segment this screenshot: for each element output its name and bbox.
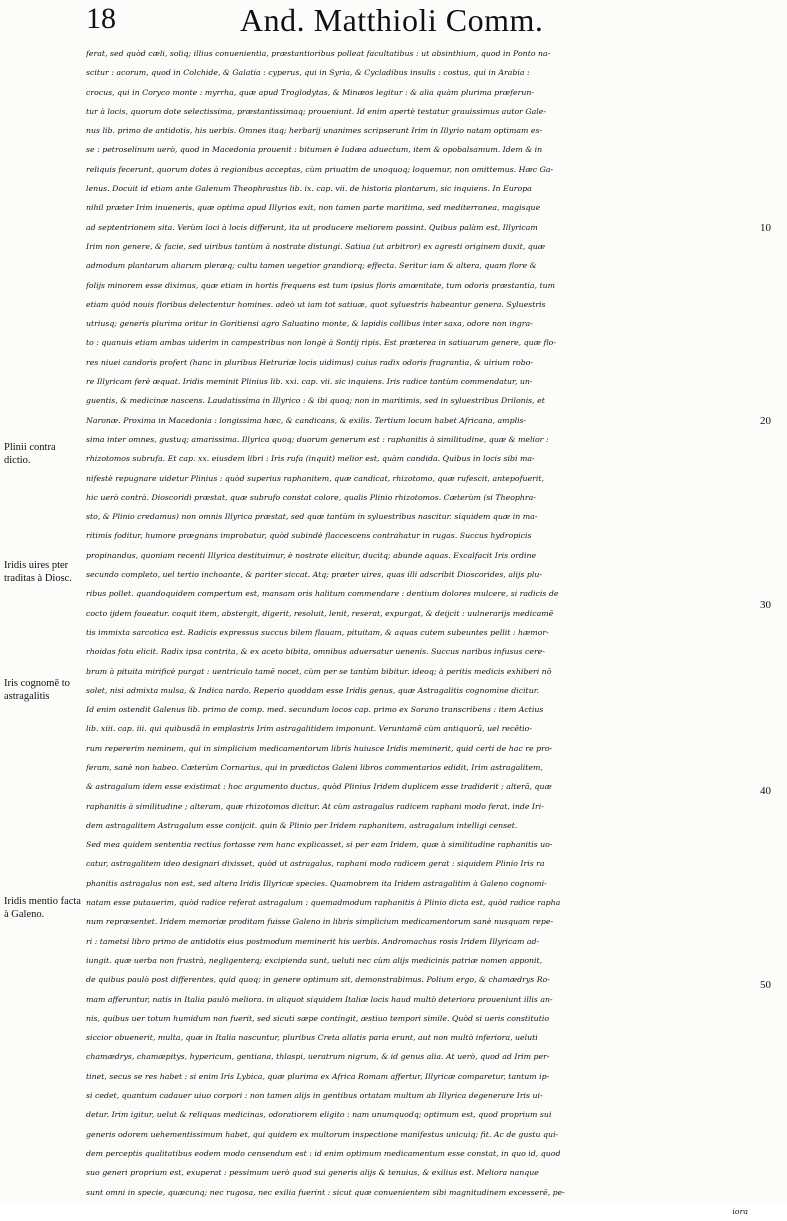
text-line: folijs minorem esse diximus, quæ etiam in hortis frequens est tum ipsius floris amœnitate, tum odoris præstantia, tum: [86, 280, 556, 290]
text-line: re Illyricam ferè æquat. Iridis meminit Plinius lib. xxi. cap. vii. sic inquiens. Iris radice tantùm commendatur, un-: [86, 377, 533, 387]
text-line: nis, quibus uer totum humidum non fuerit, sed sicuti sæpe contingit, æstiuo tempori simile. Quòd si ueris constitutio: [86, 1013, 550, 1023]
text-line: sima inter omnes, gustuq; amarissima. Illyrica quoq; duorum generum est : raphanitis à similitudine, quæ & melior :: [86, 434, 549, 444]
line-number-40: 40: [760, 785, 771, 797]
text-line: catur, astragalitem ideo designari dixisset, quòd ut astragalus, raphani modo radicem gerat : siquidem Plinio Iris ra: [86, 859, 545, 869]
text-line: & astragalum idem esse existimat : hoc argumento ductus, quòd Plinius Iridem duplicem esse tradiderit ; alterā, quæ: [86, 782, 552, 792]
text-line: tis immixta sarcotica est. Radicis expressus succus bilem flauam, pituitam, & aquas cutem subeuntes pellit : hæmor-: [86, 627, 549, 637]
text-line: cocto ijdem foueatur. coquit item, abstergit, digerit, resoluit, lenit, reserat, expurgat, & deijcit : uulnerarijs medicamē: [86, 608, 554, 618]
marginal-note-galeno: Iridis mentio facta à Galeno.: [4, 896, 81, 920]
marginal-note-astragalitis: Iris cognomē to astragalitis: [4, 678, 70, 702]
marginal-note-plinii: Plinii contra dictio.: [4, 442, 56, 466]
text-line: siccior obuenerit, multa, quæ in Italia nascuntur, pluribus Creta allatis paria erunt, aut non multò inferiora, ueluti: [86, 1033, 538, 1043]
line-number-10: 10: [760, 222, 771, 234]
text-line: dem astragalitem Astragalum esse conijcit. quin & Plinio per Iridem raphanitem, astragalum intelligi censet.: [86, 820, 518, 830]
text-line: feram, sanè non habeo. Cæterùm Cornarius, qui in prædictos Galeni libros commentarios edidit, Irim astragalitem,: [86, 762, 543, 772]
text-line: to : quanuis etiam ambas uiderim in campestribus non longè à Sontij ripis. Est præterea in satiuarum genere, quæ flo-: [86, 338, 556, 348]
text-line: sto, & Plinio credamus) non omnis Illyrica præstat, sed quæ tantùm in syluestribus nascitur. siquidem quæ in ma-: [86, 512, 538, 522]
text-line: natam esse putauerim, quòd radice referat astragalum : quemadmodum raphanitis à Plinio dicta est, quòd radice rapha: [86, 898, 561, 908]
text-line: iungit. quæ uerba non frustrà, negligenterq; excipienda sunt, ueluti nec cùm alijs medicinis patriæ nomen apponit,: [86, 955, 543, 965]
text-line: chamædrys, chamæpitys, hypericum, gentiana, thlaspi, ueratrum nigrum, & id genus alia. At uerò, quod ad Irim per-: [86, 1052, 550, 1062]
text-line: sunt omni in specie, quæcunq; nec rugosa, nec exilia fuerint : sicut quæ conuenientem sibi magnitudinem excesserē, pe-: [86, 1187, 565, 1197]
text-line: iora: [732, 1206, 748, 1216]
text-line: rhizotomos subrufa. Et cap. xx. eiusdem libri : Iris rufa (inquit) melior est, quàm candida. Quibus in locis sibi ma-: [86, 454, 535, 464]
text-line: scitur : acorum, quod in Colchide, & Galatia : cyperus, qui in Syria, & Cycladibus insulis : costus, qui in Arabia :: [86, 68, 530, 78]
text-line: rum repererim neminem, qui in simplicium medicamentorum libris huiusce Iridis meminerit, quid certi de hac re pro-: [86, 743, 553, 753]
line-number-20: 20: [760, 415, 771, 427]
text-line: detur. Irim igitur, uelut & reliquas medicinas, odoratiorem eligito : nam unumquodq; optimum est, quod proprium sui: [86, 1110, 552, 1120]
text-line: crocus, qui in Coryco monte : myrrha, quæ apud Troglodytas, & Minæos legitur : & alia quàm plurima præferun-: [86, 87, 535, 97]
text-line: phanitis astragalus non est, sed altera Iridis Illyricæ species. Quamobrem ita Iridem astragalitim à Galeno cognomi-: [86, 878, 547, 888]
text-line: ritimis foditur, humore prægnans improbatur, quòd subindè flaccescens contrahatur in rugas. Succus hydropicis: [86, 531, 532, 541]
text-line: num repræsentet. Iridem memoriæ proditam fuisse Galeno in libris simplicium medicamentorum sanè nusquam repe-: [86, 917, 554, 927]
text-line: mam afferuntur, natis in Italia paulò meliora. in aliquot siquidem Italiæ locis haud multò deteriora proueniunt illis an-: [86, 994, 553, 1004]
text-line: ribus pollet. quandoquidem compertum est, mansam oris halitum commendare : dentium dolores mulcere, si radicis de: [86, 589, 559, 599]
text-line: ad septentrionem sita. Verùm loci à locis differunt, ita ut producere meliorem possint. Quibus palàm est, Illyricam: [86, 222, 538, 232]
text-line: dem perceptis qualitatibus eodem modo censendum est : id enim optimum medicamentum esse constat, in quo id, quod: [86, 1148, 561, 1158]
text-line: reliquis fecerunt, quorum dotes à regionibus acceptas, cùm priuatim de unoquoq; loquemur, non omittemus. Hæc Ga-: [86, 164, 554, 174]
text-line: tur à locis, quorum dote selectissima, præstantissimaq; proueniunt. Id enim apertè testatur grauissimus autor Gale-: [86, 106, 546, 116]
text-line: guentis, & medicinæ nascens. Laudatissima in Illyrico : & ibi quoq; non in maritimis, sed in syluestribus Drilonis, et: [86, 396, 545, 406]
text-line: propinandus, quoniam recenti Illyrica destituimur, è nostrate elicitur, ducitq; abunde aquas. Excalfacit Iris ordine: [86, 550, 537, 560]
page-number: 18: [86, 2, 116, 35]
text-line: lib. xiii. cap. iii. qui quibusdā in emplastris Irim astragalitidem imponunt. Veruntamē cùm antiquorū, uel recētio-: [86, 724, 532, 734]
text-line: Id enim ostendit Galenus lib. primo de comp. med. secundum locos cap. primo ex Sorano transcribens : item Actius: [86, 705, 544, 715]
text-line: etiam quòd nouis floribus delectentur homines. adeò ut iam tot satiuæ, quot syluestris habeantur genera. Syluestris: [86, 299, 546, 309]
text-line: de quibus paulò post differentes, quid quoq; in genere optimum sit, demonstrabimus. Polium ergo, & chamædrys Ro-: [86, 975, 550, 985]
text-line: nus lib. primo de antidotis, his uerbis. Omnes itaq; herbarij unanimes scripserunt Irim in Illyrio natam optimam es-: [86, 126, 543, 136]
text-line: hic uerò contrà. Dioscoridi præstat, quæ subrufo constat colore, qualis Plinio rhizotomos. Cæterùm (si Theophra-: [86, 492, 536, 502]
text-line: nihil præter Irim inueneris, quæ optima apud Illyrios exit, non tamen parte maritima, sed mediterranea, magisque: [86, 203, 541, 213]
text-line: ferat, sed quòd cæli, soliq; illius conuenientia, præstantioribus polleat facultatibus : ut absinthium, quod in Ponto na-: [86, 49, 551, 58]
text-line: secundo completo, uel tertio inchoante, & pariter siccat. Atq; præter uires, quas illi adscribit Dioscorides, alijs plu-: [86, 570, 542, 580]
line-number-30: 30: [760, 599, 771, 611]
text-line: admodum plantarum aliarum pleræq; cultu tamen uegetior grandiorq; effecta. Seritur iam & altera, quam flore &: [86, 261, 537, 271]
text-line: brum à pituita mirificè purgat : uentriculo tamē nocet, cùm per se tantùm bibitur. ideoq; à peritis medicis exhiberi nō: [86, 666, 552, 676]
text-line: ri : tametsi libro primo de antidotis eius postmodum meminerit his uerbis. Andromachus rosis Iridem Illyricam ad-: [86, 936, 540, 946]
body-text: [86, 44, 754, 1221]
text-line: Sed mea quidem sententia rectius fortasse rem hanc explicasset, si per eam Iridem, quæ à similitudine raphanitis uo-: [86, 840, 553, 850]
text-line: generis odorem uehementissimum habet, qui quidem ex multorum inspectione manifestus unicuiq; fit. Ac de gustu qui-: [86, 1129, 559, 1139]
text-line: raphanitis à similitudine ; alteram, quæ rhizotomos dicitur. At cùm astragalus radicem raphani modo ferat, inde Iri-: [86, 801, 544, 811]
text-line: tinet, secus se res habet : si enim Iris Lybica, quæ plurima ex Africa Romam affertur, Illyricæ comparetur, tantum ip-: [86, 1071, 550, 1081]
text-line: res niuei candoris profert (hanc in pluribus Hetruriæ locis uidimus) cuius radix odoris fragrantia, & uirium robo-: [86, 357, 534, 367]
text-line: si cedet, quantum cadauer uiuo corpori : non tamen alijs in gentibus ortatam multum ab Illyrica degenerare Iris ui-: [86, 1091, 543, 1101]
text-line: utriusq; generis plurima oritur in Goritiensi agro Saluatino monte, & lapidis collibus inter saxa, odore non ingra-: [86, 319, 533, 329]
text-line: Irim non genere, & facie, sed uiribus tantùm à nostrate distungi. Satiua (ut arbitror) ex agresti originem duxit, quæ: [86, 241, 546, 251]
text-line: rhoidas fotu elicit. Radix ipsa contrita, & ex aceto bibita, omnibus aduersatur uenenis. Succus naribus infusus cere-: [86, 647, 545, 657]
text-line: lenus. Docuit id etiam ante Galenum Theophrastus lib. ix. cap. vii. de historia plantarum, sic inquiens. In Europa: [86, 184, 532, 194]
line-number-50: 50: [760, 979, 771, 991]
text-line: se : petroselinum uerò, quod in Macedonia prouenit : bitumen è Iudæa aduectum, item & opobalsamum. Idem & in: [86, 145, 543, 155]
running-head: And. Matthioli Comm.: [240, 2, 544, 38]
text-line: suo generi proprium est, exuperat : pessimum uerò quod sui generis alijs & tenuius, & exilius est. Meliora nanque: [86, 1168, 539, 1178]
text-line: solet, nisi admixta mulsa, & Indica nardo. Reperio quoddam esse Iridis genus, quæ Astragalitis cognomine dicitur.: [86, 685, 540, 695]
text-line: Naronæ. Proxima in Macedonia : longissima hæc, & candicans, & exilis. Tertium locum habet Africana, amplis-: [86, 415, 527, 425]
marginal-note-iridis-uires: Iridis uires pter traditas à Diosc.: [4, 560, 72, 584]
text-line: nifestè repugnare uidetur Plinius : quòd superius raphanitem, quæ candicat, rhizotomo, quæ rufescit, antepofuerit,: [86, 473, 544, 483]
